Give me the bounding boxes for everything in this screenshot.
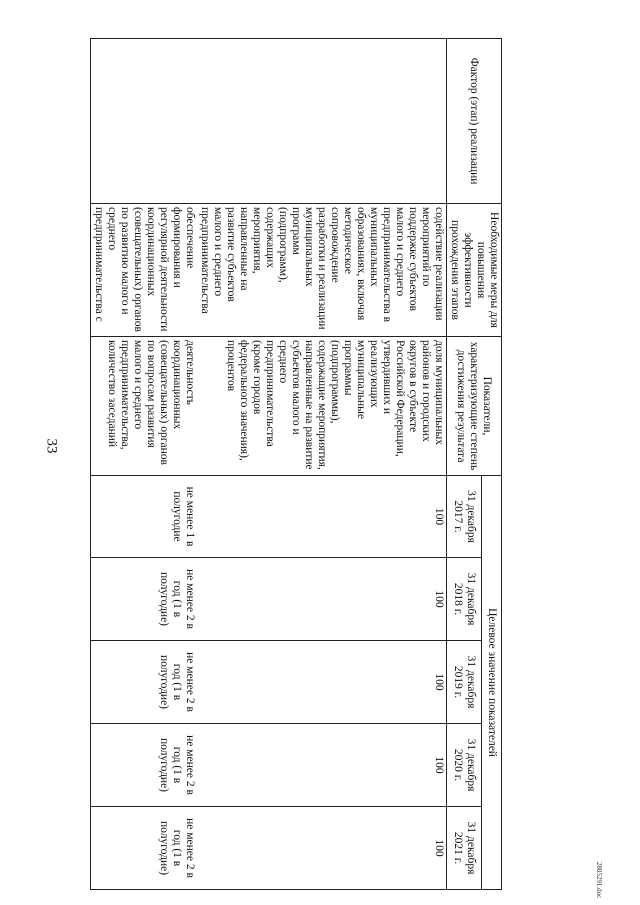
table-row xyxy=(197,39,447,890)
row-factor-cell xyxy=(91,39,198,204)
value-2020-cell: 100 xyxy=(197,724,447,807)
value-2021-cell: не менее 2 в год (1 в полугодие) xyxy=(91,807,198,890)
row-factor-cell xyxy=(197,39,447,204)
value-2017-cell: не менее 1 в полугодие xyxy=(91,476,198,558)
target-indicators-table xyxy=(90,38,502,890)
header-factor: Фактор (этап) реализации xyxy=(447,39,502,204)
header-date-2018: 31 декабря 2018 г. xyxy=(447,558,482,641)
table-row xyxy=(91,39,198,890)
value-2017-cell: 100 xyxy=(197,476,447,558)
header-indicators: Показатели, характеризующие степень достижения результата xyxy=(447,337,502,476)
row-indicator-cell: деятельность координационных (совещательных) органов по вопросам развития малого и среднего предпринимательства, количество заседаний xyxy=(91,337,198,476)
value-2019-cell: 100 xyxy=(197,641,447,724)
header-date-2017: 31 декабря 2017 г. xyxy=(447,476,482,558)
row-indicator-cell: доля муниципальных районов и городских округов в субъекте Российской Федерации, утвердивших и реализующих муниципальные программы (подпрограммы), содержащие мероприятия, направленные на развитие субъектов малого и среднего предпринимательства (кроме городов федерального значения), процентов xyxy=(197,337,447,476)
page-number: 33 xyxy=(43,438,60,454)
document-code: 2805291.doc xyxy=(595,861,603,899)
header-date-2020: 31 декабря 2020 г. xyxy=(447,724,482,807)
header-measures: Необходимые меры для повышения эффективности прохождения этапов xyxy=(447,204,502,337)
header-date-2021: 31 декабря 2021 г. xyxy=(447,807,482,890)
value-2021-cell: 100 xyxy=(197,807,447,890)
value-2018-cell: не менее 2 в год (1 в полугодие) xyxy=(91,558,198,641)
rotated-table-content xyxy=(93,38,502,889)
row-measure-cell: содействие реализации мероприятий по поддержке субъектов малого и среднего предпринимательства в муниципальных образованиях, включая методическое сопровождение разработки и реализации муниципальных программ (подпрограмм), содержащих мероприятия, направленные на развитие субъектов малого и среднего предпринимательства xyxy=(197,204,447,337)
value-2018-cell: 100 xyxy=(197,558,447,641)
header-date-2019: 31 декабря 2019 г. xyxy=(447,641,482,724)
rotated-table-area xyxy=(93,38,502,889)
row-measure-cell: обеспечение формирования и регулярной деятельности координационных (совещательных) органов по развитию малого и среднего предпринимательства с xyxy=(91,204,198,337)
value-2019-cell: не менее 2 в год (1 в полугодие) xyxy=(91,641,198,724)
header-target-values: Целевое значение показателей xyxy=(482,476,502,890)
value-2020-cell: не менее 2 в год (1 в полугодие) xyxy=(91,724,198,807)
